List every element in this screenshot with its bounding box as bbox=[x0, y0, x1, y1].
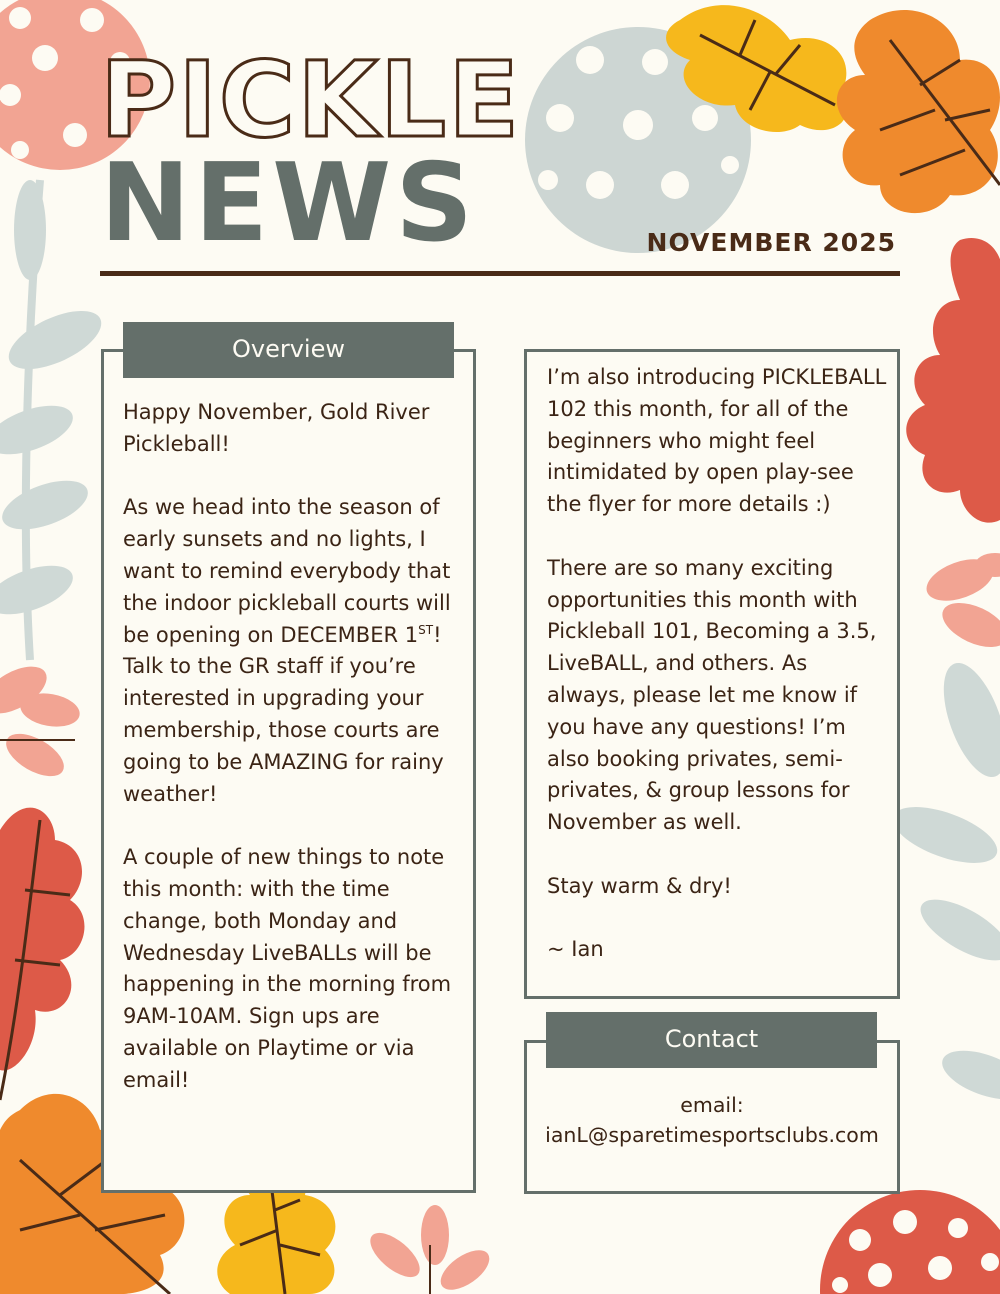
leaf-sprig-icon bbox=[0, 180, 110, 660]
contact-text bbox=[527, 1090, 897, 1150]
signature: ~ Ian bbox=[547, 937, 604, 962]
contact-tab: Contact bbox=[546, 1012, 877, 1068]
pickleball-icon bbox=[820, 1190, 1000, 1294]
overview-paragraph-3: A couple of new things to note this month: with the time change, both Monday and Wednesday LiveBALLs will be happening in the morning from 9AM-10AM. Sign ups are available on Playtime or via email! bbox=[123, 845, 452, 1092]
header-divider bbox=[100, 271, 900, 276]
oak-leaf-icon bbox=[0, 808, 84, 1100]
leaf-sprig-icon bbox=[363, 1205, 496, 1294]
email-address[interactable]: ianL@sparetimesportsclubs.com bbox=[545, 1123, 879, 1147]
email-label: email: bbox=[680, 1093, 744, 1117]
overview-tab: Overview bbox=[123, 322, 454, 378]
title-line-2: NEWS bbox=[100, 141, 478, 266]
overview-text bbox=[123, 397, 463, 1097]
continued-paragraph-1: I’m also introducing PICKLEBALL 102 this month, for all of the beginners who might feel intimidated by open play-see the flyer for more details :) bbox=[547, 365, 887, 517]
issue-date: NOVEMBER 2025 bbox=[646, 228, 896, 257]
continued-text bbox=[547, 362, 887, 966]
leaf-sprig-icon bbox=[886, 655, 1000, 1109]
overview-paragraph-2: As we head into the season of early sunsets and no lights, I want to remind everybody that the indoor pickleball courts will be opening on DECEMBER 1ST! Talk to the GR staff if you’re interested in upgrading your membership, those courts are going to be AMAZING for rainy weather! bbox=[123, 495, 451, 806]
leaf-sprig-icon bbox=[0, 657, 82, 785]
continued-paragraph-2: There are so many exciting opportunities this month with Pickleball 101, Becoming a 3.5, LiveBALL, and others. As always, please let me know if you have any questions! I’m also booking privates, semi-privates, & group lessons for November as well. bbox=[547, 555, 877, 835]
ordinal-suffix: ST bbox=[418, 622, 434, 637]
overview-paragraph-1: Happy November, Gold River Pickleball! bbox=[123, 400, 430, 456]
leaf-sprig-icon bbox=[921, 551, 1000, 656]
continued-paragraph-3: Stay warm & dry! bbox=[547, 873, 732, 898]
oak-leaf-icon bbox=[837, 10, 1000, 213]
title-line-1: PICKLE bbox=[100, 39, 522, 161]
oak-leaf-icon bbox=[906, 238, 1000, 523]
